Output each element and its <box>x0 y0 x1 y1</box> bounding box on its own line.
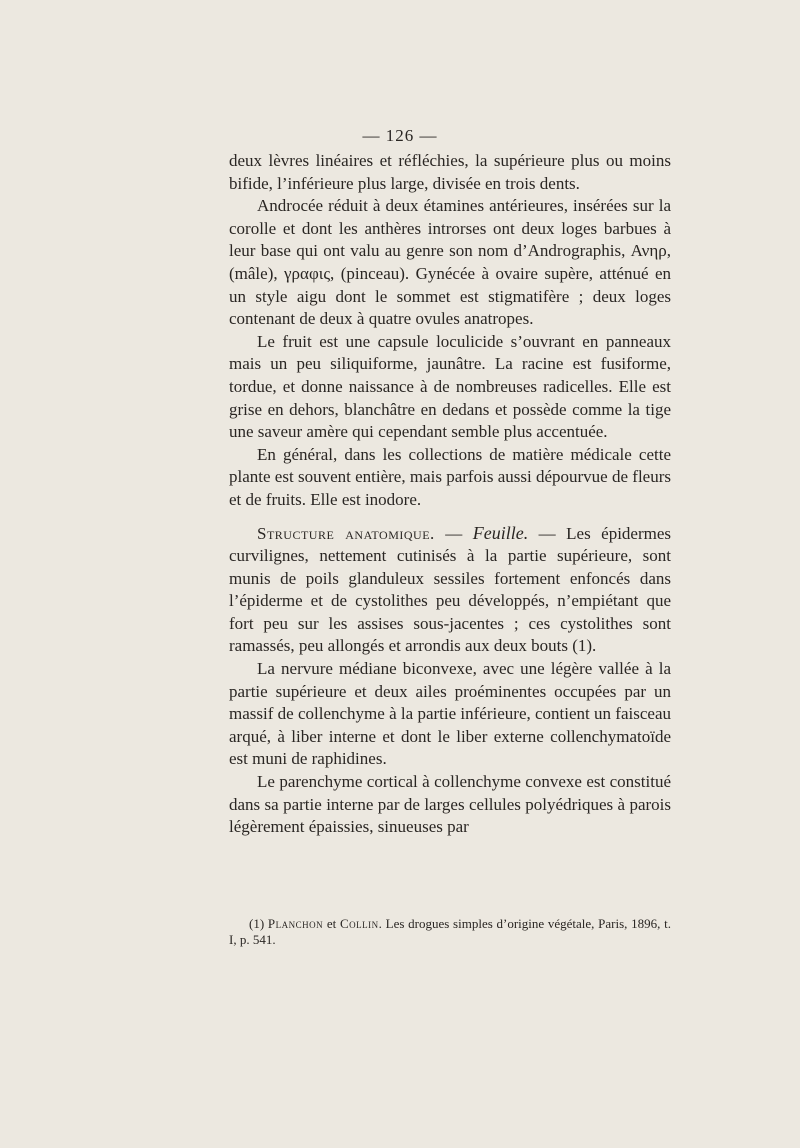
footnote-author-1: Planchon <box>267 916 324 931</box>
paragraph-nervure: La nervure médiane biconvexe, avec une légère vallée à la partie supérieure et deux ailes proéminentes occupées par un massif de collenchyme à la partie inférieure, contient un faisceau arqué, à liber interne et dont le liber externe collenchymatoïde est muni de raphidines. <box>229 659 671 769</box>
footnote-marker: (1) <box>249 916 265 931</box>
section-text: Les épidermes curvilignes, nettement cutinisés à la partie supérieure, sont munis de poils glanduleux sessiles fortement enfoncés dans l’épiderme et de cystolithes peu développés, n’empiétant que fort peu sur les assises sous-jacentes ; ces cystolithes sont ramassés, peu allongés et arrondis aux deux bouts (1). <box>229 523 672 656</box>
page-number: — 126 — <box>362 126 438 145</box>
footnote <box>229 916 671 948</box>
body-text <box>229 150 671 839</box>
section-structure <box>229 522 671 659</box>
paragraph-general: En général, dans les collections de matière médicale cette plante est souvent entière, mais parfois aussi dépourvue de fleurs et de fruits. Elle est inodore. <box>229 444 671 509</box>
footnote-author-2: Collin <box>340 916 379 931</box>
paragraph-parenchyme: Le parenchyme cortical à collenchyme convexe est constitué dans sa partie interne par de larges cellules polyédriques à parois légèrement épaissies, sinueuses par <box>229 772 671 837</box>
paragraph-androcee: Androcée réduit à deux étamines antérieures, insérées sur la corolle et dont les anthères introrses ont deux loges barbues à leur base qui ont valu au genre son nom d’Andrographis, Ανηρ, (mâle), γραφις, (pinceau). Gynécée à ovaire supère, atténué en un style aigu dont le sommet est stigmatifère ; deux loges contenant de deux à quatre ovules anatropes. <box>229 196 671 329</box>
footnote-conjunction: et <box>323 916 340 931</box>
section-dash-1: — <box>434 523 473 543</box>
section-heading: Structure anatomique. <box>257 523 435 543</box>
paragraph-continuation: deux lèvres linéaires et réfléchies, la supérieure plus ou moins bifide, l’inférieure plus large, divisée en trois dents. <box>229 151 671 193</box>
section-dash-2: — <box>528 523 567 543</box>
footnote-text: . Les drogues simples d’origine végétale, Paris, 1896, t. I, p. 541. <box>229 916 671 947</box>
paragraph-fruit: Le fruit est une capsule loculicide s’ouvrant en panneaux mais un peu siliquiforme, jaunâtre. La racine est fusiforme, tordue, et donne naissance à de nombreuses radicelles. Elle est grise en dehors, blanchâtre en dedans et possède comme la tige une saveur amère qui cependant semble plus accentuée. <box>229 331 671 442</box>
section-subheading: Feuille. <box>472 522 529 543</box>
